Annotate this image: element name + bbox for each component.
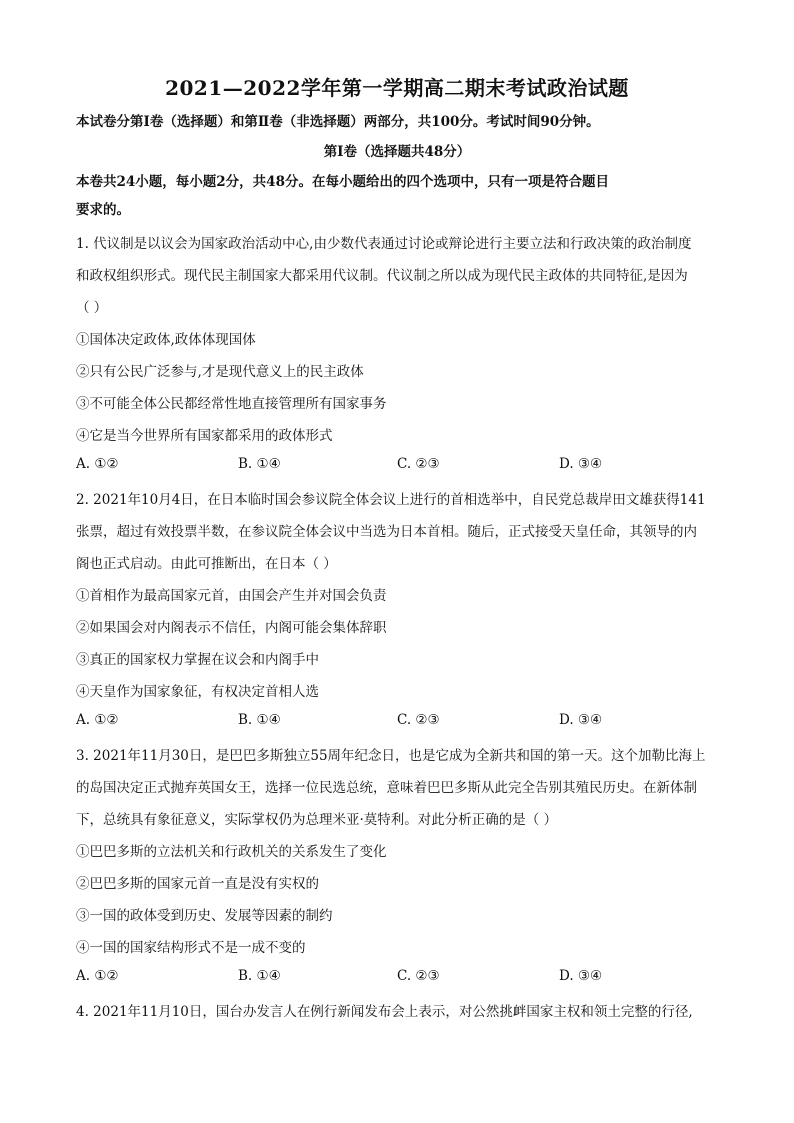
q2-stem-line3: 阁也正式启动。由此可推断出，在日本（ ） (76, 556, 337, 572)
q1-stem-line1: 1. 代议制是以议会为国家政治活动中心,由少数代表通过讨论或辩论进行主要立法和行政决策的政治制度 (76, 236, 692, 252)
q2-option-a[interactable]: A. ①② (76, 712, 119, 728)
q3-item: ②巴巴多斯的国家元首一直是没有实权的 (76, 876, 319, 892)
q1-option-b[interactable]: B. ①④ (238, 456, 281, 472)
q2-option-b[interactable]: B. ①④ (238, 712, 281, 728)
q1-item: ②只有公民广泛参与,才是现代意义上的民主政体 (76, 364, 364, 380)
part1-note-line2: 要求的。 (76, 202, 130, 218)
q3-stem-line3: 下，总统具有象征意义，实际掌权仍为总理米亚·莫特利。对此分析正确的是（ ） (76, 812, 558, 828)
q3-stem-line2: 的岛国决定正式抛弃英国女王，选择一位民选总统，意味着巴巴多斯从此完全告别其殖民历史。在新体制 (76, 780, 697, 796)
q2-item: ②如果国会对内阁表示不信任，内阁可能会集体辞职 (76, 620, 387, 636)
q2-item: ④天皇作为国家象征，有权决定首相人选 (76, 684, 319, 700)
q3-option-a[interactable]: A. ①② (76, 968, 119, 984)
q3-item: ④一国的国家结构形式不是一成不变的 (76, 940, 306, 956)
q1-item: ④它是当今世界所有国家都采用的政体形式 (76, 428, 333, 444)
q1-option-c[interactable]: C. ②③ (397, 456, 440, 472)
q1-stem-line3: （ ） (76, 300, 108, 316)
q1-option-d[interactable]: D. ③④ (559, 456, 603, 472)
q2-item: ①首相作为最高国家元首，由国会产生并对国会负责 (76, 588, 387, 604)
q1-item: ③不可能全体公民都经常性地直接管理所有国家事务 (76, 396, 387, 412)
part1-title: 第Ⅰ卷（选择题共48分） (323, 144, 471, 160)
q2-option-c[interactable]: C. ②③ (397, 712, 440, 728)
q1-option-a[interactable]: A. ①② (76, 456, 119, 472)
part1-note-line1: 本卷共24小题，每小题2分，共48分。在每小题给出的四个选项中，只有一项是符合题目 (76, 174, 609, 190)
q2-option-d[interactable]: D. ③④ (559, 712, 603, 728)
q1-stem-line2: 和政权组织形式。现代民主制国家大都采用代议制。代议制之所以成为现代民主政体的共同特征,是因为 (76, 268, 688, 284)
q4-stem-line1: 4. 2021年11月10日，国台办发言人在例行新闻发布会上表示，对公然挑衅国家主权和领土完整的行径, (76, 1004, 693, 1020)
q3-stem-line1: 3. 2021年11月30日，是巴巴多斯独立55周年纪念日，也是它成为全新共和国的第一天。这个加勒比海上 (76, 748, 706, 764)
q3-item: ③一国的政体受到历史、发展等因素的制约 (76, 908, 333, 924)
q3-option-b[interactable]: B. ①④ (238, 968, 281, 984)
exam-title: 2021—2022学年第一学期高二期末考试政治试题 (165, 76, 629, 100)
q3-option-d[interactable]: D. ③④ (559, 968, 603, 984)
q3-item: ①巴巴多斯的立法机关和行政机关的关系发生了变化 (76, 844, 387, 860)
q2-stem-line1: 2. 2021年10月4日，在日本临时国会参议院全体会议上进行的首相选举中，自民党总裁岸田文雄获得141 (76, 492, 706, 508)
q3-option-c[interactable]: C. ②③ (397, 968, 440, 984)
q2-item: ③真正的国家权力掌握在议会和内阁手中 (76, 652, 319, 668)
exam-intro: 本试卷分第Ⅰ卷（选择题）和第Ⅱ卷（非选择题）两部分，共100分。考试时间90分钟。 (76, 114, 600, 130)
q1-item: ①国体决定政体,政体体现国体 (76, 332, 256, 348)
q2-stem-line2: 张票，超过有效投票半数，在参议院全体会议中当选为日本首相。随后，正式接受天皇任命，其领导的内 (76, 524, 697, 540)
